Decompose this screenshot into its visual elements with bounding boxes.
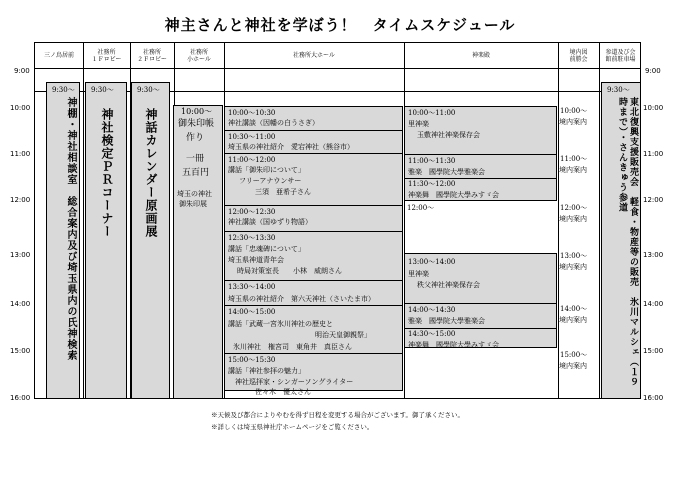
tour-time: 15:00～ (560, 351, 588, 359)
kagura-event: 神楽舞 國學院大學みすゞ会 (408, 191, 499, 199)
time-label-right: 13:00 (643, 251, 664, 259)
kagura-time: 13:00～14:00 (408, 258, 456, 266)
hall-event: 時局対策室長 小林 威朗さん (237, 267, 342, 275)
kentei-text: 神社検定ＰＲコーナー (100, 108, 114, 238)
time-label-right: 12:00 (643, 196, 664, 204)
hall-time: 13:30～14:00 (228, 283, 276, 291)
tour-time: 11:00～ (560, 155, 588, 163)
tour-label: 境内案内 (559, 362, 587, 370)
kagura-event: 雅楽 國學院大學雅楽会 (408, 317, 485, 325)
time-label-left: 10:00 (10, 104, 31, 112)
kagura-afternoon-block (404, 253, 557, 348)
time-label-left: 15:00 (10, 347, 31, 355)
hall-time: 11:00～12:00 (228, 156, 276, 164)
kagura-event: 神楽舞 國學院大學みすゞ会 (408, 341, 499, 349)
hall-event: 神社巡拝家・シンガーソングライター (235, 378, 354, 386)
tour-time: 12:00～ (560, 204, 588, 212)
footnote: ※詳しくは埼玉県神社庁ホームページをご覧ください。 (211, 423, 374, 431)
kagura-event: 秩父神社神楽保存会 (417, 281, 480, 289)
hall-time: 10:00～10:30 (228, 109, 276, 117)
tour-time: 14:00～ (560, 305, 588, 313)
time-label-right: 9:00 (645, 67, 661, 75)
time-label-left: 11:00 (10, 150, 31, 158)
kagura-event: 玉敷神社神楽保存会 (417, 131, 480, 139)
header-2f-lobby: 社務所 ２Ｆロビー (137, 48, 167, 63)
tour-label: 境内案内 (559, 118, 587, 126)
kagura-event: 里神楽 (408, 120, 429, 128)
kagura-time: 12:00～ (407, 204, 435, 212)
hall-time: 12:30～13:30 (228, 234, 276, 242)
hall-event: 神社講談（因幡の白うさぎ） (228, 119, 319, 127)
time-label-right: 10:00 (643, 104, 664, 112)
kagura-event: 里神楽 (408, 270, 429, 278)
kagura-time: 14:00～14:30 (408, 306, 456, 314)
tour-label: 境内案内 (559, 263, 587, 271)
tour-label: 境内案内 (559, 316, 587, 324)
kagura-morning-block (404, 106, 557, 201)
header-sannotorii: 三ノ鳥居前 (43, 52, 74, 59)
time-label-left: 13:00 (10, 251, 31, 259)
hall-event: 神社講談（国ゆずり物語） (228, 218, 312, 226)
goshuincho-block: 10:00～ 御朱印帳 作り 一冊 五百円 埼玉の神社 御朱印展 (173, 105, 223, 399)
consultation-text: 神棚・神社相談室 総合案内及び埼玉県内の氏神検索 (65, 97, 76, 361)
header-main-hall: 社務所大ホール (293, 52, 335, 59)
hall-event: 埼玉県神道青年会 (228, 256, 284, 264)
hall-event: 講話「御朱印について」 (228, 166, 305, 174)
market-block: 9:30～ 東北復興支援販売会 軽食・物産等の販売 氷川マルシェ（１９時まで）・さんきゅう参道 (601, 82, 641, 399)
header-parking: 参道及び会 館前駐車場 (605, 48, 636, 63)
time-label-left: 9:00 (14, 67, 30, 75)
hall-event: 氷川神社 権宮司 東角井 真臣さん (233, 343, 352, 351)
kentei-block: 9:30～ 神社検定ＰＲコーナー (85, 82, 127, 399)
calendar-text: 神話カレンダー原画展 (144, 108, 158, 238)
time-label-left: 16:00 (10, 394, 31, 402)
hall-time: 15:00～15:30 (228, 356, 276, 364)
time-label-right: 11:00 (643, 150, 664, 158)
kagura-time: 14:30～15:00 (408, 330, 456, 338)
time-label-right: 16:00 (643, 394, 664, 402)
main-hall-block (224, 106, 403, 396)
time-label-left: 12:00 (10, 196, 31, 204)
hall-event: 三須 亜希子さん (255, 188, 311, 196)
hall-event: 佐々木 優太さん (255, 388, 311, 396)
footnote: ※天候及び都合によりやむを得ず日程を変更する場合がございます。御了承ください。 (211, 411, 464, 419)
hall-event: 講話「武蔵一宮氷川神社の歴史と (228, 320, 333, 328)
hall-event: 講話「神社参拝の魅力」 (228, 367, 305, 375)
market-text: 東北復興支援販売会 軽食・物産等の販売 氷川マルシェ（１９時まで）・さんきゅう参道 (617, 97, 638, 387)
calendar-block: 9:30～ 神話カレンダー原画展 (131, 82, 170, 399)
header-1f-lobby: 社務所 １Ｆロビー (91, 48, 122, 63)
time-label-right: 14:00 (643, 300, 664, 308)
header-tour: 境内図 前勝会 (569, 48, 588, 63)
kagura-time: 11:00～11:30 (408, 157, 456, 165)
tour-label: 境内案内 (559, 166, 587, 174)
kagura-time: 11:30～12:00 (408, 180, 456, 188)
time-label-right: 15:00 (643, 347, 664, 355)
tour-time: 13:00～ (560, 252, 588, 260)
kagura-event: 雅楽 國學院大學雅楽会 (408, 168, 485, 176)
kagura-time: 10:00～11:00 (408, 109, 456, 117)
hall-event: 埼玉県の神社紹介 愛宕神社（熊谷市） (228, 143, 354, 151)
hall-event: フリーアナウンサー (239, 177, 302, 185)
hall-event: 埼玉県の神社紹介 第六天神社（さいたま市） (228, 295, 375, 303)
hall-event: 明治天皇御親祭」 (315, 331, 371, 339)
consultation-block: 9:30～ 神棚・神社相談室 総合案内及び埼玉県内の氏神検索 (46, 82, 80, 399)
header-kagura-den: 神楽殿 (471, 52, 490, 59)
hall-time: 12:00～12:30 (228, 208, 276, 216)
time-label-left: 14:00 (10, 300, 31, 308)
hall-event: 講話「忠魂碑について」 (228, 245, 305, 253)
tour-time: 10:00～ (560, 107, 588, 115)
hall-time: 10:30～11:00 (228, 133, 276, 141)
tour-label: 境内案内 (559, 215, 587, 223)
page-title: 神主さんと神社を学ぼう！ タイムスケジュール (164, 16, 516, 34)
header-small-hall: 社務所 小ホール (187, 48, 211, 63)
hall-time: 14:00～15:00 (228, 308, 276, 316)
